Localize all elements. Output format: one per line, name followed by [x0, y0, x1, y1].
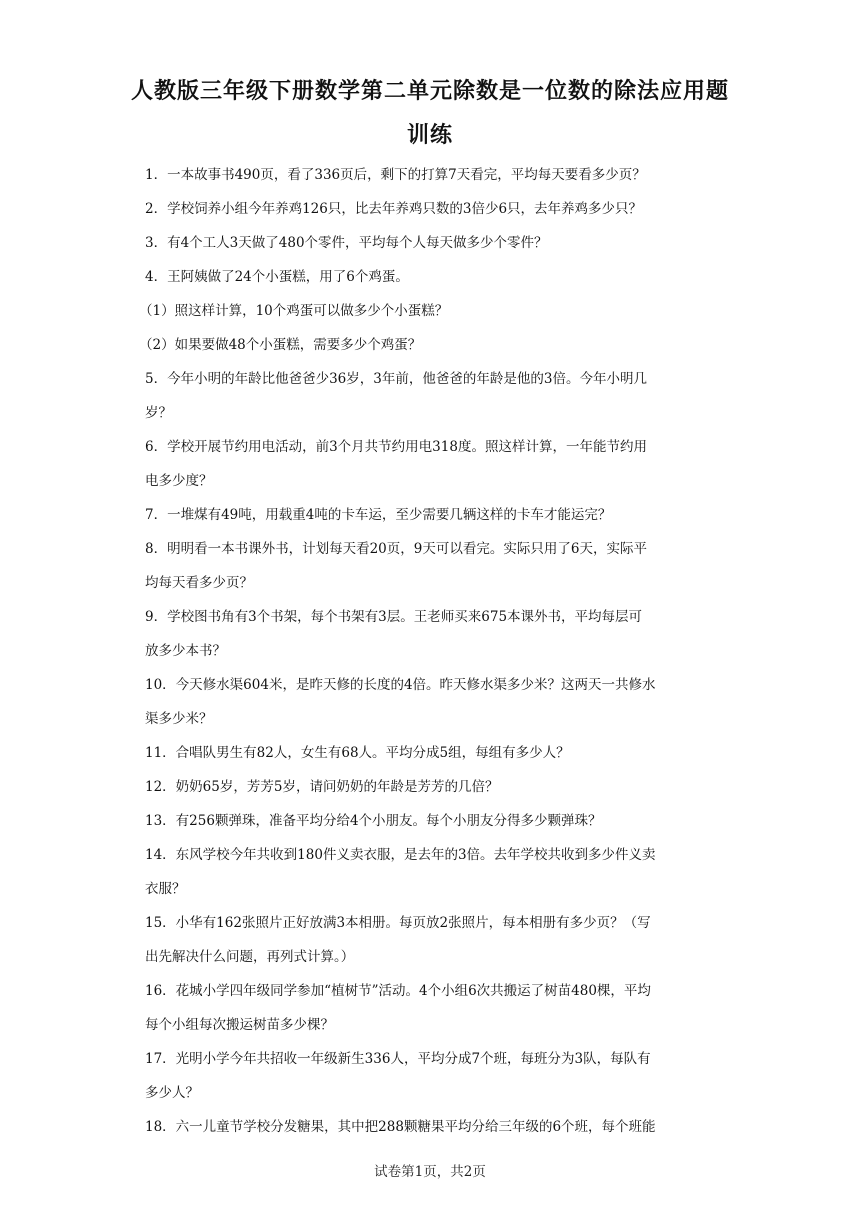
question-line: 12．奶奶65岁，芳芳5岁，请问奶奶的年龄是芳芳的几倍？ [145, 779, 499, 795]
page-footer: 试卷第1页，共2页 [374, 1164, 486, 1180]
question-line-continued: 多少人？ [145, 1085, 199, 1101]
question-line-continued: 电多少度？ [145, 473, 213, 489]
question-line-continued: 衣服？ [145, 881, 186, 897]
question-line: 18．六一儿童节学校分发糖果，其中把288颗糖果平均分给三年级的6个班，每个班能 [145, 1119, 656, 1135]
question-line: 5．今年小明的年龄比他爸爸少36岁，3年前，他爸爸的年龄是他的3倍。今年小明几 [145, 371, 647, 387]
question-line: 13．有256颗弹珠，准备平均分给4个小朋友。每个小朋友分得多少颗弹珠？ [145, 813, 602, 829]
sub-question-line: （1）照这样计算，10个鸡蛋可以做多少个小蛋糕？ [139, 303, 449, 319]
question-list [139, 158, 725, 1144]
question-line: 9．学校图书角有3个书架，每个书架有3层。王老师买来675本课外书，平均每层可 [145, 609, 643, 625]
question-line-continued: 出先解决什么问题，再列式计算。） [145, 949, 355, 965]
question-line: 7．一堆煤有49吨，用载重4吨的卡车运，至少需要几辆这样的卡车才能运完？ [145, 507, 612, 523]
question-line: 16．花城小学四年级同学参加“植树节”活动。4个小组6次共搬运了树苗480棵，平均 [145, 983, 651, 999]
question-line: 11．合唱队男生有82人，女生有68人。平均分成5组，每组有多少人？ [145, 745, 570, 761]
question-line-continued: 均每天看多少页？ [145, 575, 253, 591]
question-line-continued: 每个小组每次搬运树苗多少棵？ [145, 1017, 334, 1033]
sub-question-line: （2）如果要做48个小蛋糕，需要多少个鸡蛋？ [139, 337, 422, 353]
page-title: 人教版三年级下册数学第二单元除数是一位数的除法应用题 [130, 79, 729, 104]
question-line: 10．今天修水渠604米，是昨天修的长度的4倍。昨天修水渠多少米？这两天一共修水 [145, 677, 656, 693]
question-line: 17．光明小学今年共招收一年级新生336人，平均分成7个班，每班分为3队，每队有 [145, 1051, 651, 1067]
question-line: 14．东风学校今年共收到180件义卖衣服，是去年的3倍。去年学校共收到多少件义卖 [145, 847, 656, 863]
question-line-continued: 放多少本书？ [145, 643, 226, 659]
page-title-continued: 训练 [406, 123, 453, 148]
question-line: 4．王阿姨做了24个小蛋糕，用了6个鸡蛋。 [145, 269, 409, 285]
question-line-continued: 渠多少米？ [145, 711, 213, 727]
question-line: 3．有4个工人3天做了480个零件，平均每个人每天做多少个零件？ [145, 235, 548, 251]
question-line: 15．小华有162张照片正好放满3本相册。每页放2张照片，每本相册有多少页？（写 [145, 915, 651, 931]
question-line: 2．学校饲养小组今年养鸡126只，比去年养鸡只数的3倍少6只，去年养鸡多少只？ [145, 201, 643, 217]
question-line: 6．学校开展节约用电活动，前3个月共节约用电318度。照这样计算，一年能节约用 [145, 439, 647, 455]
question-line: 1．一本故事书490页，看了336页后，剩下的打算7天看完，平均每天要看多少页？ [145, 167, 646, 183]
question-line-continued: 岁？ [145, 405, 172, 421]
question-line: 8．明明看一本书课外书，计划每天看20页，9天可以看完。实际只用了6天，实际平 [145, 541, 647, 557]
